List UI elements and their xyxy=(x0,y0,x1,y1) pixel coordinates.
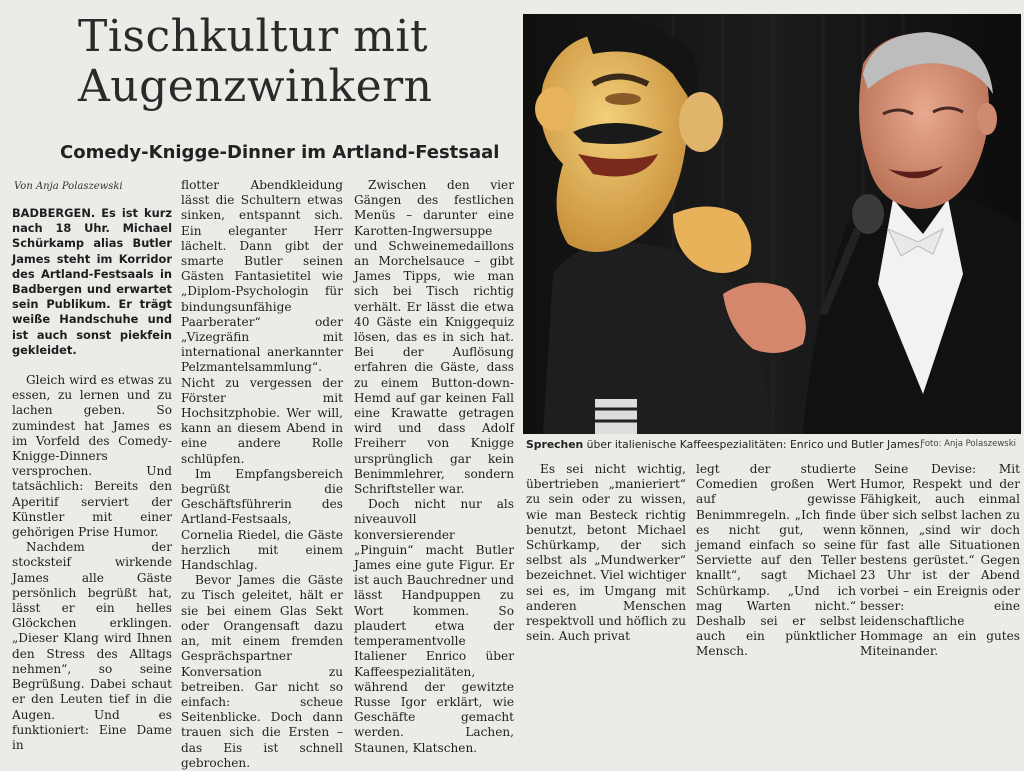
article-paragraph: flotter Abendkleidung lässt die Schultern etwas sinken, entspannt sich. Ein eleganter Herr lächelt. Dann gibt der smarte Butler seinen Gästen Fantasietitel wie „Diplom-Psychologin für bindungsunfähige Paarberater“ oder „Vizegräfin mit international anerkannter Pelzmantelsammlung“. Nicht zu vergessen der Förster mit Hochsitzphobie. Wer will, kann an diesem Abend in eine andere Rolle schlüpfen. xyxy=(181,178,343,466)
article-column-2 xyxy=(181,178,343,771)
article-column-4 xyxy=(526,462,686,644)
photo-credit: Foto: Anja Polaszewski xyxy=(920,439,1016,449)
photo xyxy=(523,14,1021,434)
byline: Von Anja Polaszewski xyxy=(14,181,123,192)
subheadline: Comedy-Knigge-Dinner im Artland-Festsaal xyxy=(60,142,500,163)
article-column-5 xyxy=(696,462,856,660)
article-column-3 xyxy=(354,178,514,756)
article-paragraph: Nachdem der stocksteif wirkende James alle Gäste persönlich begrüßt hat, lässt er ein helles Glöckchen erklingen. „Dieser Klang wird Ihnen den Stress des Alltags nehmen“, so seine Begrüßung. Dabei schaut er den Leuten tief in die Augen. Und es funktioniert: Eine Dame in xyxy=(12,540,172,752)
article-paragraph: Zwischen den vier Gängen des festlichen Menüs – darunter eine Karotten-Ingwersuppe und Schweinemedaillons an Morchelsauce – gibt James Tipps, wie man sich bei Tisch richtig verhält. Er lässt die etwa 40 Gäste ein Kniggequiz lösen, das es in sich hat. Bei der Auflösung erfahren die Gäste, dass zu einem Button-down-Hemd auf gar keinen Fall eine Krawatte getragen wird und dass Adolf Freiherr von Knigge ursprünglich gar kein Benimmlehrer, sondern Schriftsteller war. xyxy=(354,178,514,497)
article-paragraph: Es sei nicht wichtig, übertrieben „manieriert“ zu sein oder zu wissen, wie man Besteck richtig benutzt, betont Michael Schürkamp, der sich selbst als „Mundwerker“ bezeichnet. Viel wichtiger sei es, im Umgang mit anderen Menschen respektvoll und höflich zu sein. Auch privat xyxy=(526,462,686,644)
article-paragraph: Doch nicht nur als niveauvoll konversierender „Pinguin“ macht Butler James eine gute Figur. Er ist auch Bauchredner und lässt Handpuppen zu Wort kommen. So plaudert etwa der temperamentvolle Italiener Enrico über Kaffeespezialitäten, während der gewitzte Russe Igor erklärt, wie Geschäfte gemacht werden. Lachen, Staunen, Klatschen. xyxy=(354,497,514,755)
lead-paragraph: BADBERGEN. Es ist kurz nach 18 Uhr. Michael Schürkamp alias Butler James steht im Korridor des Artland-Festsaals in Badbergen und erwartet sein Publikum. Er trägt weiße Handschuhe und ist auch sonst piekfein gekleidet. xyxy=(12,206,172,357)
article-paragraph: Bevor James die Gäste zu Tisch geleitet, hält er sie bei einem Glas Sekt oder Orangensaft dazu an, mit einem fremden Gesprächspartner Konversation zu betreiben. Gar nicht so einfach: scheue Seitenblicke. Doch dann trauen sich die Ersten – das Eis ist schnell gebrochen. xyxy=(181,573,343,770)
article-paragraph: legt der studierte Comedien großen Wert auf gewisse Benimmregeln. „Ich finde es nicht gut, wenn jemand einfach so seine Serviette auf den Teller knallt“, sagt Michael Schürkamp. „Und ich mag Warten nicht.“ Deshalb sei er selbst auch ein pünktlicher Mensch. xyxy=(696,462,856,659)
article-column-6 xyxy=(860,462,1020,660)
photo-caption xyxy=(526,438,1020,451)
article-paragraph: Gleich wird es etwas zu essen, zu lernen und zu lachen geben. So zumindest hat James es im Vorfeld des Comedy-Knigge-Dinners versprochen. Und tatsächlich: Bereits den Aperitif serviert der Künstler mit einer gehörigen Prise Humor. xyxy=(12,373,172,540)
headline: Tischkultur mit Augenzwinkern xyxy=(78,11,433,112)
article-paragraph: Im Empfangsbereich begrüßt die Geschäftsführerin des Artland-Festsaals, Cornelia Riedel, die Gäste herzlich mit einem Handschlag. xyxy=(181,466,343,573)
article-column-1 xyxy=(12,206,172,753)
caption-bold: Sprechen xyxy=(526,438,584,451)
caption-text: über italienische Kaffeespezialitäten: Enrico und Butler James. xyxy=(583,438,924,451)
photo-image xyxy=(523,14,1021,434)
article-paragraph: Seine Devise: Mit Humor, Respekt und der Fähigkeit, auch einmal über sich selbst lachen zu können, „sind wir doch für fast alle Situationen bestens gerüstet.“ Gegen 23 Uhr ist der Abend vorbei – ein Ereignis oder besser: eine leidenschaftliche Hommage an ein gutes Miteinander. xyxy=(860,462,1020,659)
